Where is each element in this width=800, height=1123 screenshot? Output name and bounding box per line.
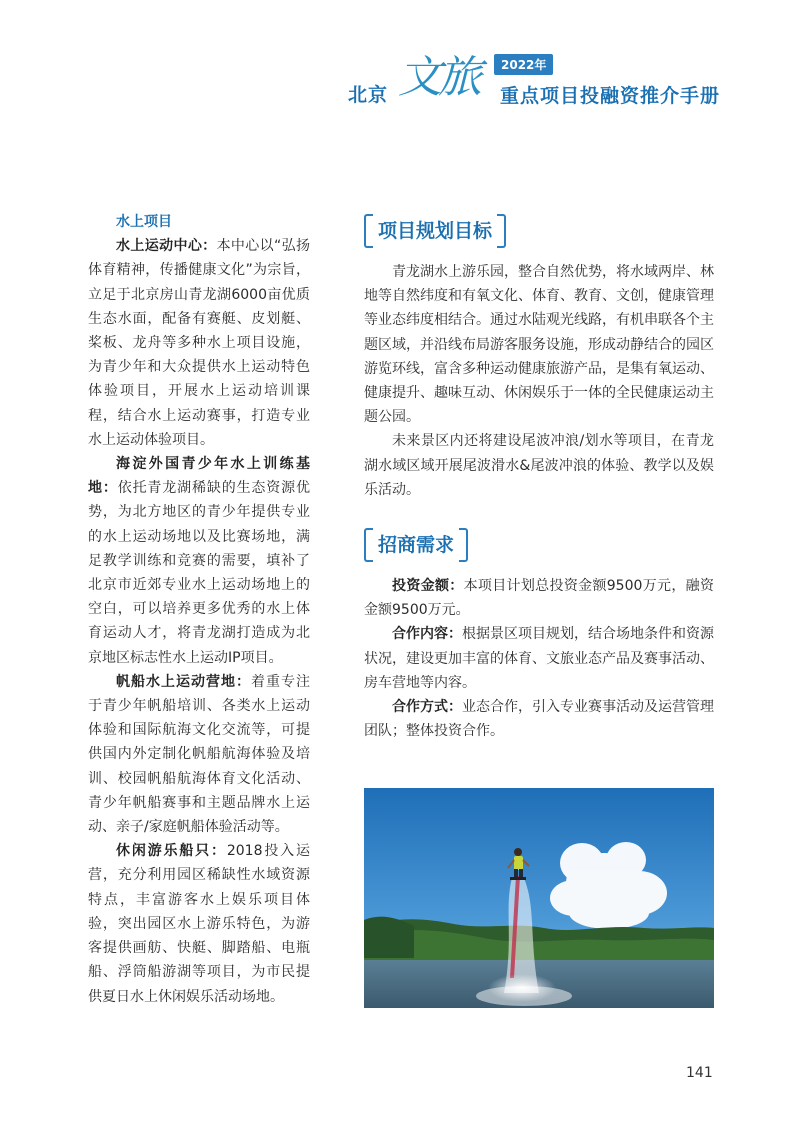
investment-paragraph [364,695,714,743]
item-label: 海淀外国青少年水上训练基地： [88,456,310,497]
page-number: 141 [686,1065,713,1081]
flyboard-lake-photo [364,788,714,1008]
header-title: 重点项目投融资推介手册 [500,85,721,107]
item-text: 业态合作，引入专业赛事活动及运营管理团队；整体投资合作。 [364,699,714,740]
item-text: 2018投入运营，充分利用园区稀缺性水域资源特点，丰富游客水上娱乐项目体验，突出园区水上游乐特色，为游客提供画舫、快艇、脚踏船、电瓶船、浮筒船游湖等项目，为市民提供夏日水上休闲娱乐活动场地。 [88,843,310,1005]
heading-investment-needs-wrap [364,528,714,562]
left-paragraph [88,839,310,1008]
heading-planning-goal-wrap [364,214,714,248]
item-label: 合作内容： [392,626,462,643]
header-wenlv-logo: 文旅 [398,52,478,103]
investment-paragraph [364,622,714,695]
heading-planning-goal: 项目规划目标 [364,214,506,248]
item-text: 依托青龙湖稀缺的生态资源优势，为北方地区的青少年提供专业的水上运动场地以及比赛场地，满足教学训练和竞赛的需要，填补了北京市近郊专业水上运动场地上的空白，可以培养更多优秀的水上体育运动人才，将青龙湖打造成为北京地区标志性水上运动IP项目。 [88,480,311,666]
item-label: 合作方式： [392,699,462,716]
right-column [364,210,714,743]
item-label: 帆船水上运动营地： [116,673,251,690]
section-title-water-projects: 水上项目 [116,214,172,230]
left-paragraph [88,234,310,452]
left-column [88,210,310,1009]
left-paragraph [88,452,310,670]
item-label: 水上运动中心： [116,238,217,255]
heading-investment-needs: 招商需求 [364,528,468,562]
item-text: 本项目计划总投资金额9500万元，融资金额9500万元。 [364,578,714,619]
header-beijing: 北京 [348,84,389,106]
item-label: 休闲游乐船只： [116,843,227,860]
left-paragraph [88,670,310,839]
planning-paragraph-1: 青龙湖水上游乐园，整合自然优势，将水域两岸、林地等自然纬度和有氧文化、体育、教育、文创，健康管理等业态纬度相结合。通过水陆观光线路，有机串联各个主题区域，并沿线布局游客服务设施，形成动静结合的园区游览环线，富含多种运动健康旅游产品，是集有氧运动、健康提升、趣味互动、休闲娱乐于一体的全民健康运动主题公园。 [364,264,714,426]
page-header [330,48,730,108]
item-text: 着重专注于青少年帆船培训、各类水上运动体验和国际航海文化交流等，可提供国内外定制化帆船航海体验及培训、校园帆船航海体育文化活动、青少年帆船赛事和主题品牌水上运动、亲子/家庭帆船体验活动等。 [88,673,310,836]
item-label: 投资金额： [392,578,464,595]
planning-paragraph-2: 未来景区内还将建设尾波冲浪/划水等项目，在青龙湖水域区域开展尾波滑水&尾波冲浪的体验、教学以及娱乐活动。 [364,433,714,498]
item-text: 本中心以“弘扬体育精神，传播健康文化”为宗旨，立足于北京房山青龙湖6000亩优质生态水面，配备有赛艇、皮划艇、桨板、龙舟等多种水上项目设施，为青少年和大众提供水上运动特色体验项目，开展水上运动培训课程，结合水上运动赛事，打造专业水上运动体验项目。 [88,238,311,448]
header-year-badge: 2022年 [494,54,553,75]
investment-paragraph [364,574,714,622]
item-text: 根据景区项目规划，结合场地条件和资源状况，建设更加丰富的体育、文旅业态产品及赛事活动、房车营地等内容。 [364,626,714,691]
